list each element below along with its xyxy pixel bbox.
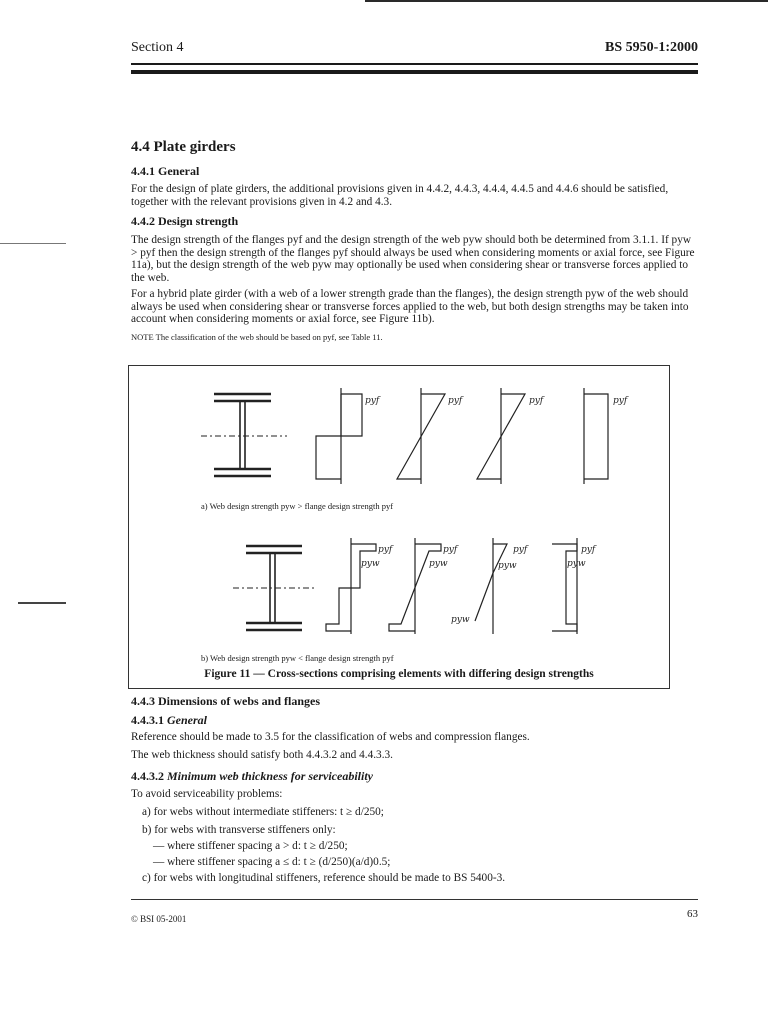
heading-4-4 bbox=[131, 139, 698, 156]
heading-4-4-3-2 bbox=[131, 769, 698, 784]
label-pyw: pyw bbox=[361, 559, 380, 569]
heading-4-4-3-1 bbox=[131, 713, 698, 728]
header-rule-thick bbox=[131, 70, 698, 74]
margin-mark bbox=[0, 243, 66, 244]
stress-diagram-b4 bbox=[552, 538, 597, 634]
note-text: NOTE The classification of the web should be based on pyf, see Table 11. bbox=[131, 332, 383, 342]
label-pyf: pyf bbox=[365, 396, 380, 406]
section-label: Section 4 bbox=[131, 40, 184, 55]
stress-diagram-a3 bbox=[477, 388, 545, 484]
paragraph: For the design of plate girders, the additional provisions given in 4.4.2, 4.4.3, 4.4.4, 4.4.5 and 4.4.6 should be satisfied, together with the relevant provisions given in 4.2 and 4.3. bbox=[131, 183, 669, 208]
heading-4-4-1 bbox=[131, 164, 698, 179]
list-item-b2: — where stiffener spacing a ≤ d: t ≥ (d/250)(a/d)0.5; bbox=[153, 856, 391, 868]
paragraph: The web thickness should satisfy both 4.4.3.2 and 4.4.3.3. bbox=[131, 749, 393, 761]
header-rule bbox=[131, 63, 698, 65]
para-4-4-3-1-a bbox=[131, 731, 698, 744]
paragraph: The design strength of the flanges pyf and the design strength of the web pyw should both be determined from 3.1.1. If pyw > pyf then the design strength of the flanges pyf should always be used when considering moments or axial force, see Figure 11a), but the design strength of the web pyw may optionally be used when considering shear or transverse forces applied to the web. bbox=[131, 234, 695, 284]
clause-title: General bbox=[167, 713, 207, 727]
heading-4-4-3 bbox=[131, 694, 698, 709]
list-item-b: b) for webs with transverse stiffeners only: bbox=[142, 824, 336, 836]
page-number: 63 bbox=[687, 908, 698, 920]
para-4-4-3-2 bbox=[131, 788, 698, 801]
label-pyw: pyw bbox=[451, 615, 470, 625]
label-pyf: pyf bbox=[443, 545, 458, 555]
i-section-b bbox=[233, 546, 317, 630]
list-item-c: c) for webs with longitudinal stiffeners, reference should be made to BS 5400-3. bbox=[142, 872, 506, 884]
heading-4-4-2 bbox=[131, 214, 698, 229]
para-4-4-1 bbox=[131, 183, 698, 208]
clause-number: 4.4.3.1 bbox=[131, 713, 164, 727]
stress-diagram-a2 bbox=[397, 388, 464, 484]
note bbox=[131, 331, 698, 344]
stress-diagram-a4 bbox=[584, 388, 629, 484]
label-pyw: pyw bbox=[429, 559, 448, 569]
paragraph: To avoid serviceability problems: bbox=[131, 788, 283, 800]
copyright: © BSI 05-2001 bbox=[131, 914, 187, 924]
subsection-title: 4.4.3 Dimensions of webs and flanges bbox=[131, 694, 321, 708]
figure-title: Figure 11 — Cross-sections comprising elements with differing design strengths bbox=[204, 668, 594, 680]
label-pyw: pyw bbox=[567, 559, 586, 569]
caption-b: b) Web design strength pyw < flange design strength pyf bbox=[201, 653, 394, 663]
figure-11 bbox=[128, 365, 670, 689]
subsection-title: 4.4.2 Design strength bbox=[131, 214, 239, 228]
stress-diagram-b3 bbox=[451, 538, 529, 634]
caption-a: a) Web design strength pyw > flange design strength pyf bbox=[201, 501, 394, 511]
i-section-a bbox=[201, 394, 287, 476]
paragraph: For a hybrid plate girder (with a web of a lower strength grade than the flanges), the design strength pyw of the web should always be used when considering shear or transverse forces applied to the web, but both design strengths may be taken into account when considering moments or axial force, see Figure 11b). bbox=[131, 288, 689, 325]
para-4-4-2-b bbox=[131, 288, 698, 326]
label-pyf: pyf bbox=[513, 545, 528, 555]
label-pyf: pyf bbox=[613, 396, 628, 406]
label-pyf: pyf bbox=[448, 396, 463, 406]
para-4-4-3-1-b bbox=[131, 749, 698, 762]
margin-mark bbox=[18, 602, 66, 604]
label-pyf: pyf bbox=[529, 396, 544, 406]
standard-number: BS 5950-1:2000 bbox=[605, 40, 698, 55]
top-edge-line bbox=[365, 0, 768, 2]
list-item-b1: — where stiffener spacing a > d: t ≥ d/250; bbox=[153, 840, 348, 852]
subsection-title: 4.4.1 General bbox=[131, 164, 200, 178]
label-pyf: pyf bbox=[378, 545, 393, 555]
figure-drawing bbox=[129, 366, 669, 688]
footer-rule bbox=[131, 899, 698, 900]
stress-diagram-b2 bbox=[389, 538, 459, 634]
paragraph: Reference should be made to 3.5 for the classification of webs and compression flanges. bbox=[131, 731, 530, 743]
list-item-a: a) for webs without intermediate stiffeners: t ≥ d/250; bbox=[142, 806, 384, 818]
para-4-4-2-a bbox=[131, 234, 698, 284]
stress-diagram-b1 bbox=[326, 538, 394, 634]
label-pyf: pyf bbox=[581, 545, 596, 555]
clause-title: Minimum web thickness for serviceability bbox=[167, 769, 373, 783]
section-title: 4.4 Plate girders bbox=[131, 139, 236, 155]
label-pyw: pyw bbox=[498, 561, 517, 571]
stress-diagram-a1 bbox=[316, 388, 381, 484]
clause-number: 4.4.3.2 bbox=[131, 769, 164, 783]
